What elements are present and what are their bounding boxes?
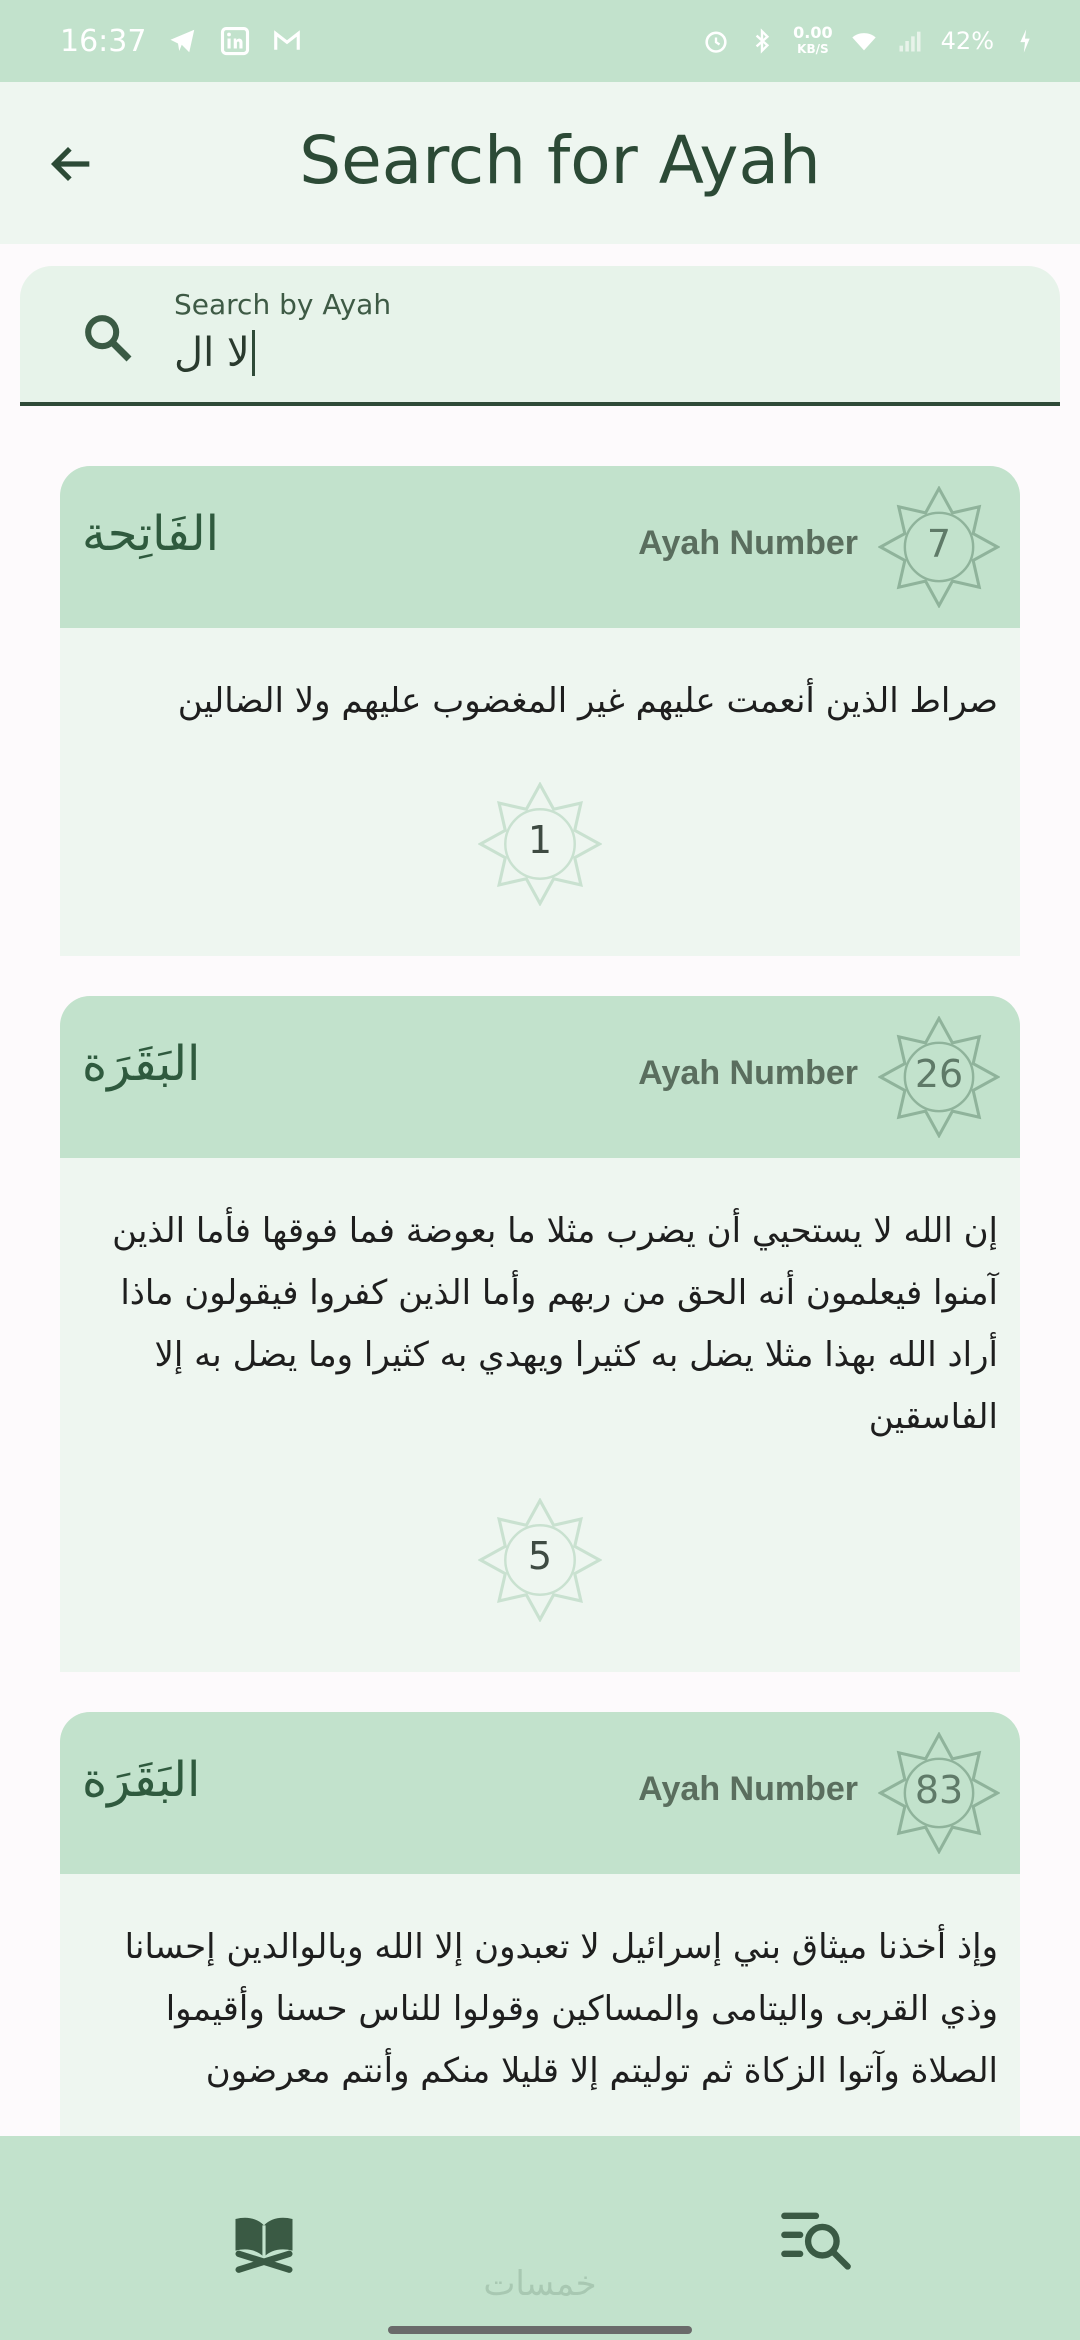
ayah-text: وإذ أخذنا ميثاق بني إسرائيل لا تعبدون إلا الله وبالوالدين إحسانا وذي القربى واليتامى والمساكين وقولوا للناس حسنا وأقيموا الصلاة وآتوا الزكاة ثم توليتم إلا قليلا منكم وأنتم معرضون bbox=[124, 1927, 998, 2091]
ayah-number-badge bbox=[878, 486, 1000, 608]
card-header bbox=[60, 996, 1020, 1158]
results-list bbox=[60, 466, 1020, 2340]
search-label: Search by Ayah bbox=[174, 288, 392, 321]
network-speed bbox=[793, 25, 832, 57]
search-input[interactable] bbox=[20, 266, 1060, 406]
home-indicator[interactable] bbox=[388, 2326, 692, 2334]
battery-level: 42% bbox=[940, 27, 994, 55]
signal-icon bbox=[895, 26, 925, 56]
surah-name: البَقَرَة bbox=[82, 1036, 201, 1092]
card-header bbox=[60, 1712, 1020, 1874]
linkedin-icon bbox=[220, 26, 250, 56]
battery-charging-icon bbox=[1010, 26, 1040, 56]
surah-number-badge bbox=[478, 782, 602, 906]
alarm-icon bbox=[701, 26, 731, 56]
search-value-text: لا ال bbox=[174, 330, 250, 376]
bottom-navigation bbox=[0, 2136, 1080, 2340]
card-header bbox=[60, 466, 1020, 628]
ayah-number-label: Ayah Number bbox=[638, 1770, 858, 1808]
status-time: 16:37 bbox=[60, 23, 147, 59]
surah-name: البَقَرَة bbox=[82, 1752, 201, 1808]
telegram-icon bbox=[168, 26, 198, 56]
surah-name: الفَاتِحة bbox=[82, 506, 219, 562]
card-body bbox=[60, 628, 1020, 956]
ayah-number: 26 bbox=[914, 1052, 964, 1096]
text-caret bbox=[252, 330, 255, 376]
status-bar bbox=[0, 0, 1080, 82]
network-speed-value: 0.00 bbox=[793, 23, 833, 42]
app-bar bbox=[0, 82, 1080, 244]
ayah-number-badge bbox=[878, 1016, 1000, 1138]
search-icon bbox=[80, 310, 136, 366]
ayah-card[interactable] bbox=[60, 996, 1020, 1672]
page-title: Search for Ayah bbox=[299, 122, 821, 199]
network-speed-unit: KB/S bbox=[797, 42, 829, 56]
ayah-number-label: Ayah Number bbox=[638, 524, 858, 562]
ayah-text: صراط الذين أنعمت عليهم غير المغضوب عليهم ولا الضالين bbox=[177, 681, 998, 721]
bluetooth-icon bbox=[747, 26, 777, 56]
ayah-number: 83 bbox=[914, 1768, 964, 1812]
watermark: خمسات bbox=[483, 2264, 597, 2304]
ayah-card[interactable] bbox=[60, 466, 1020, 956]
surah-number-badge bbox=[478, 1498, 602, 1622]
search-value[interactable] bbox=[174, 330, 255, 376]
gmail-icon bbox=[272, 26, 302, 56]
ayah-number-label: Ayah Number bbox=[638, 1054, 858, 1092]
ayah-number: 7 bbox=[926, 522, 952, 566]
card-body bbox=[60, 1158, 1020, 1672]
wifi-icon bbox=[849, 26, 879, 56]
ayah-number-badge bbox=[878, 1732, 1000, 1854]
surah-number: 5 bbox=[527, 1534, 553, 1578]
surah-number: 1 bbox=[527, 818, 553, 862]
ayah-text: إن الله لا يستحيي أن يضرب مثلا ما بعوضة فما فوقها فأما الذين آمنوا فيعلمون أنه الحق من ربهم وأما الذين كفروا فيقولون ماذا أراد الله بهذا مثلا يضل به كثيرا ويهدي به كثيرا وما يضل به إلا الفاسقين bbox=[112, 1211, 998, 1437]
